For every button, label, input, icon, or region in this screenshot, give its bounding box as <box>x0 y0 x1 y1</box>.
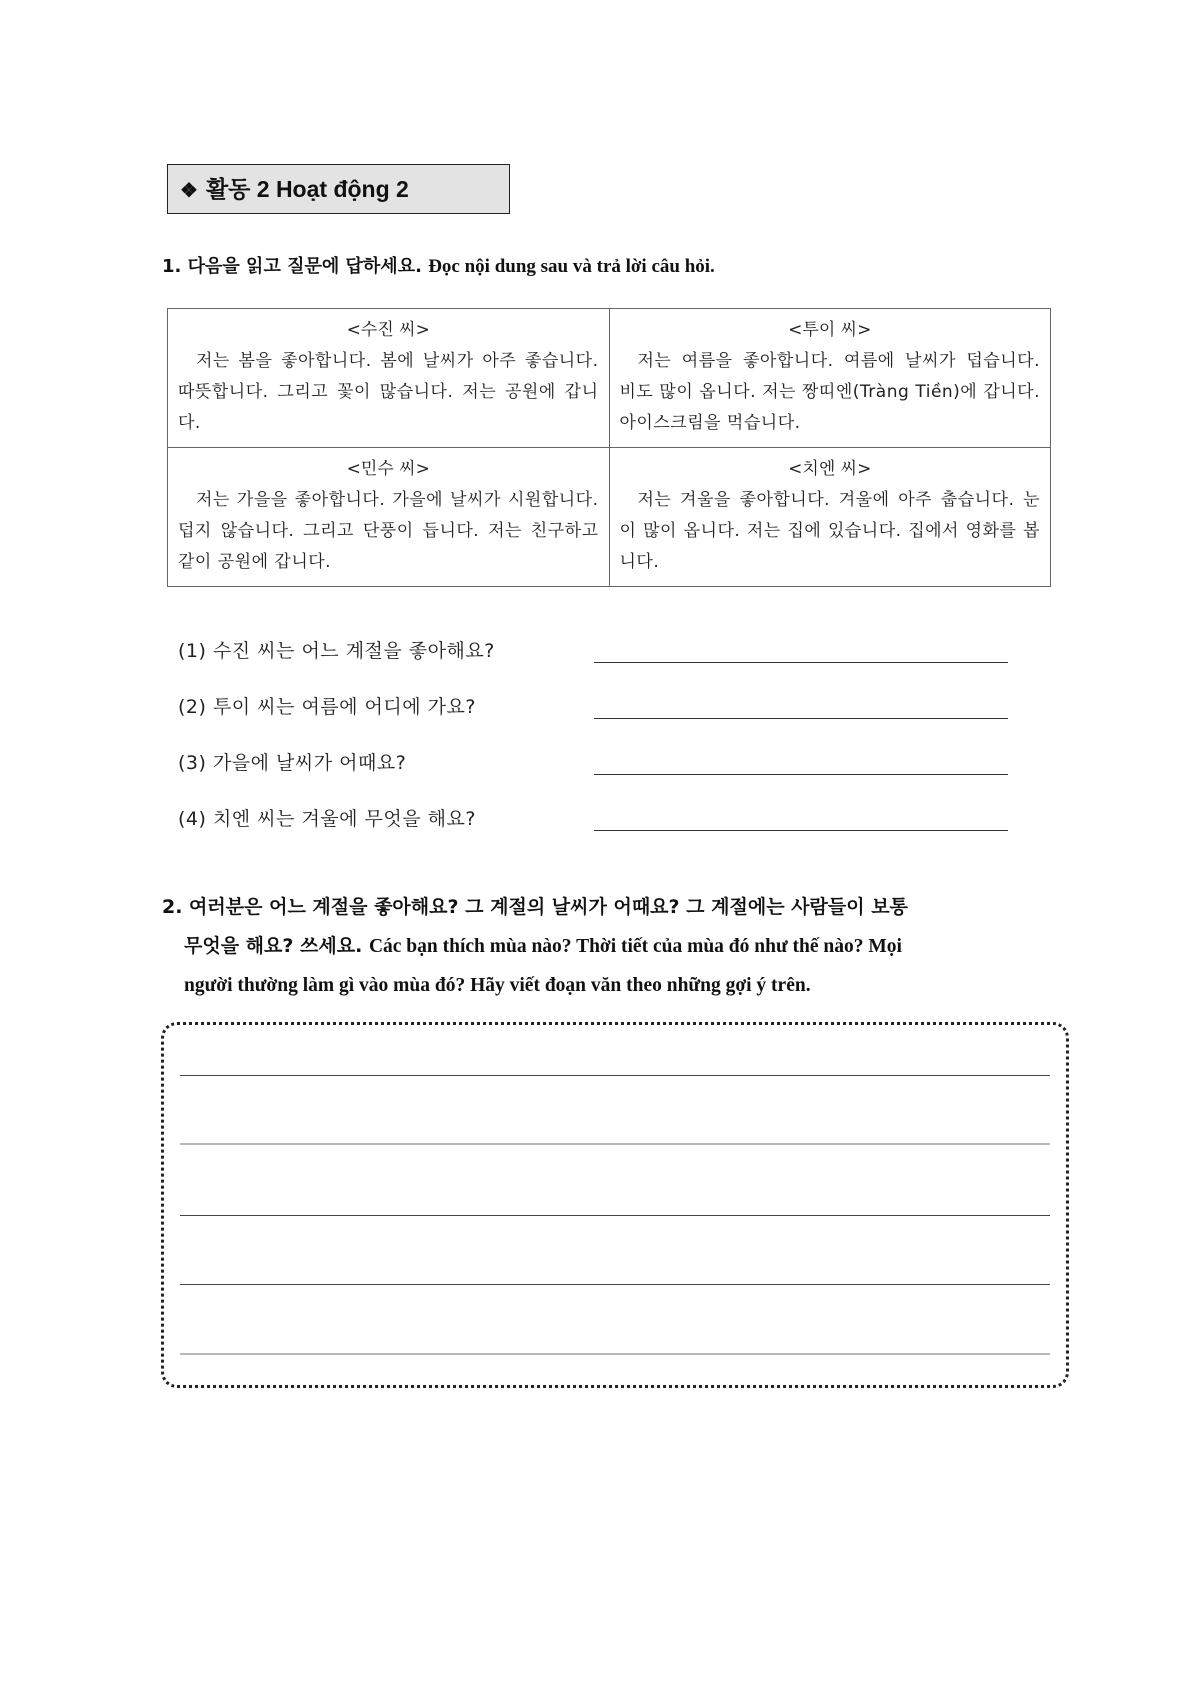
writing-line[interactable] <box>180 1143 1050 1145</box>
question-2-vietnamese-cont: người thường làm gì vào mùa đó? Hãy viết đoạn văn theo những gợi ý trên. <box>184 975 811 996</box>
writing-line[interactable] <box>180 1215 1050 1216</box>
question-2-line-3 <box>162 966 1068 1005</box>
sub-question-3 <box>178 748 1008 778</box>
passage-cell-sujin <box>168 309 610 448</box>
passage-title: <투이 씨> <box>788 320 872 340</box>
writing-line[interactable] <box>180 1284 1050 1285</box>
answer-blank-2[interactable] <box>594 718 1008 719</box>
sub-question-text: (2) 투이 씨는 여름에 어디에 가요? <box>178 696 476 718</box>
passage-cell-minsu <box>168 448 610 587</box>
passage-text: 저는 여름을 좋아합니다. 여름에 날씨가 덥습니다. 비도 많이 옵니다. 저는 짱띠엔(Tràng Tiền)에 갑니다. 아이스크림을 먹습니다. <box>619 351 1040 433</box>
question-1-heading-korean: 1. 다음을 읽고 질문에 답하세요. <box>162 256 422 277</box>
question-2-heading <box>162 888 1068 1005</box>
passage-title: <치엔 씨> <box>788 459 872 479</box>
question-2-korean: 무엇을 해요? 쓰세요. <box>184 935 363 957</box>
question-1-heading-vietnamese: Đọc nội dung sau và trả lời câu hỏi. <box>428 256 715 277</box>
writing-line[interactable] <box>180 1353 1050 1355</box>
sub-question-text: (3) 가을에 날씨가 어때요? <box>178 752 407 774</box>
question-2-line-2 <box>162 927 1068 966</box>
passage-cell-chien <box>609 448 1051 587</box>
passage-text: 저는 봄을 좋아합니다. 봄에 날씨가 아주 좋습니다. 따뜻합니다. 그리고 꽃이 많습니다. 저는 공원에 갑니다. <box>178 351 599 433</box>
passage-cell-thuy <box>609 309 1051 448</box>
reading-passages-table <box>167 308 1051 587</box>
answer-blank-3[interactable] <box>594 774 1008 775</box>
question-1-heading <box>162 252 715 278</box>
activity-title-box <box>167 164 510 214</box>
question-2-line-1: 2. 여러분은 어느 계절을 좋아해요? 그 계절의 날씨가 어때요? 그 계절에는 사람들이 보통 <box>162 896 908 918</box>
passage-text: 저는 겨울을 좋아합니다. 겨울에 아주 춥습니다. 눈이 많이 옵니다. 저는 집에 있습니다. 집에서 영화를 봅니다. <box>619 490 1040 572</box>
sub-question-1 <box>178 636 1008 666</box>
sub-question-4 <box>178 804 1008 834</box>
sub-question-2 <box>178 692 1008 722</box>
passage-title: <민수 씨> <box>346 459 430 479</box>
answer-blank-1[interactable] <box>594 662 1008 663</box>
question-2-vietnamese: Các bạn thích mùa nào? Thời tiết của mùa đó như thế nào? Mọi <box>368 936 902 957</box>
answer-blank-4[interactable] <box>594 830 1008 831</box>
sub-question-text: (4) 치엔 씨는 겨울에 무엇을 해요? <box>178 808 476 830</box>
diamond-bullet-icon: ❖ <box>180 180 198 202</box>
writing-line[interactable] <box>180 1075 1050 1076</box>
writing-area[interactable] <box>161 1022 1069 1388</box>
sub-question-text: (1) 수진 씨는 어느 계절을 좋아해요? <box>178 640 495 662</box>
passage-text: 저는 가을을 좋아합니다. 가을에 날씨가 시원합니다. 덥지 않습니다. 그리고 단풍이 듭니다. 저는 친구하고 같이 공원에 갑니다. <box>178 490 599 572</box>
passage-title: <수진 씨> <box>346 320 430 340</box>
activity-title: 활동 2 Hoạt động 2 <box>205 176 409 202</box>
